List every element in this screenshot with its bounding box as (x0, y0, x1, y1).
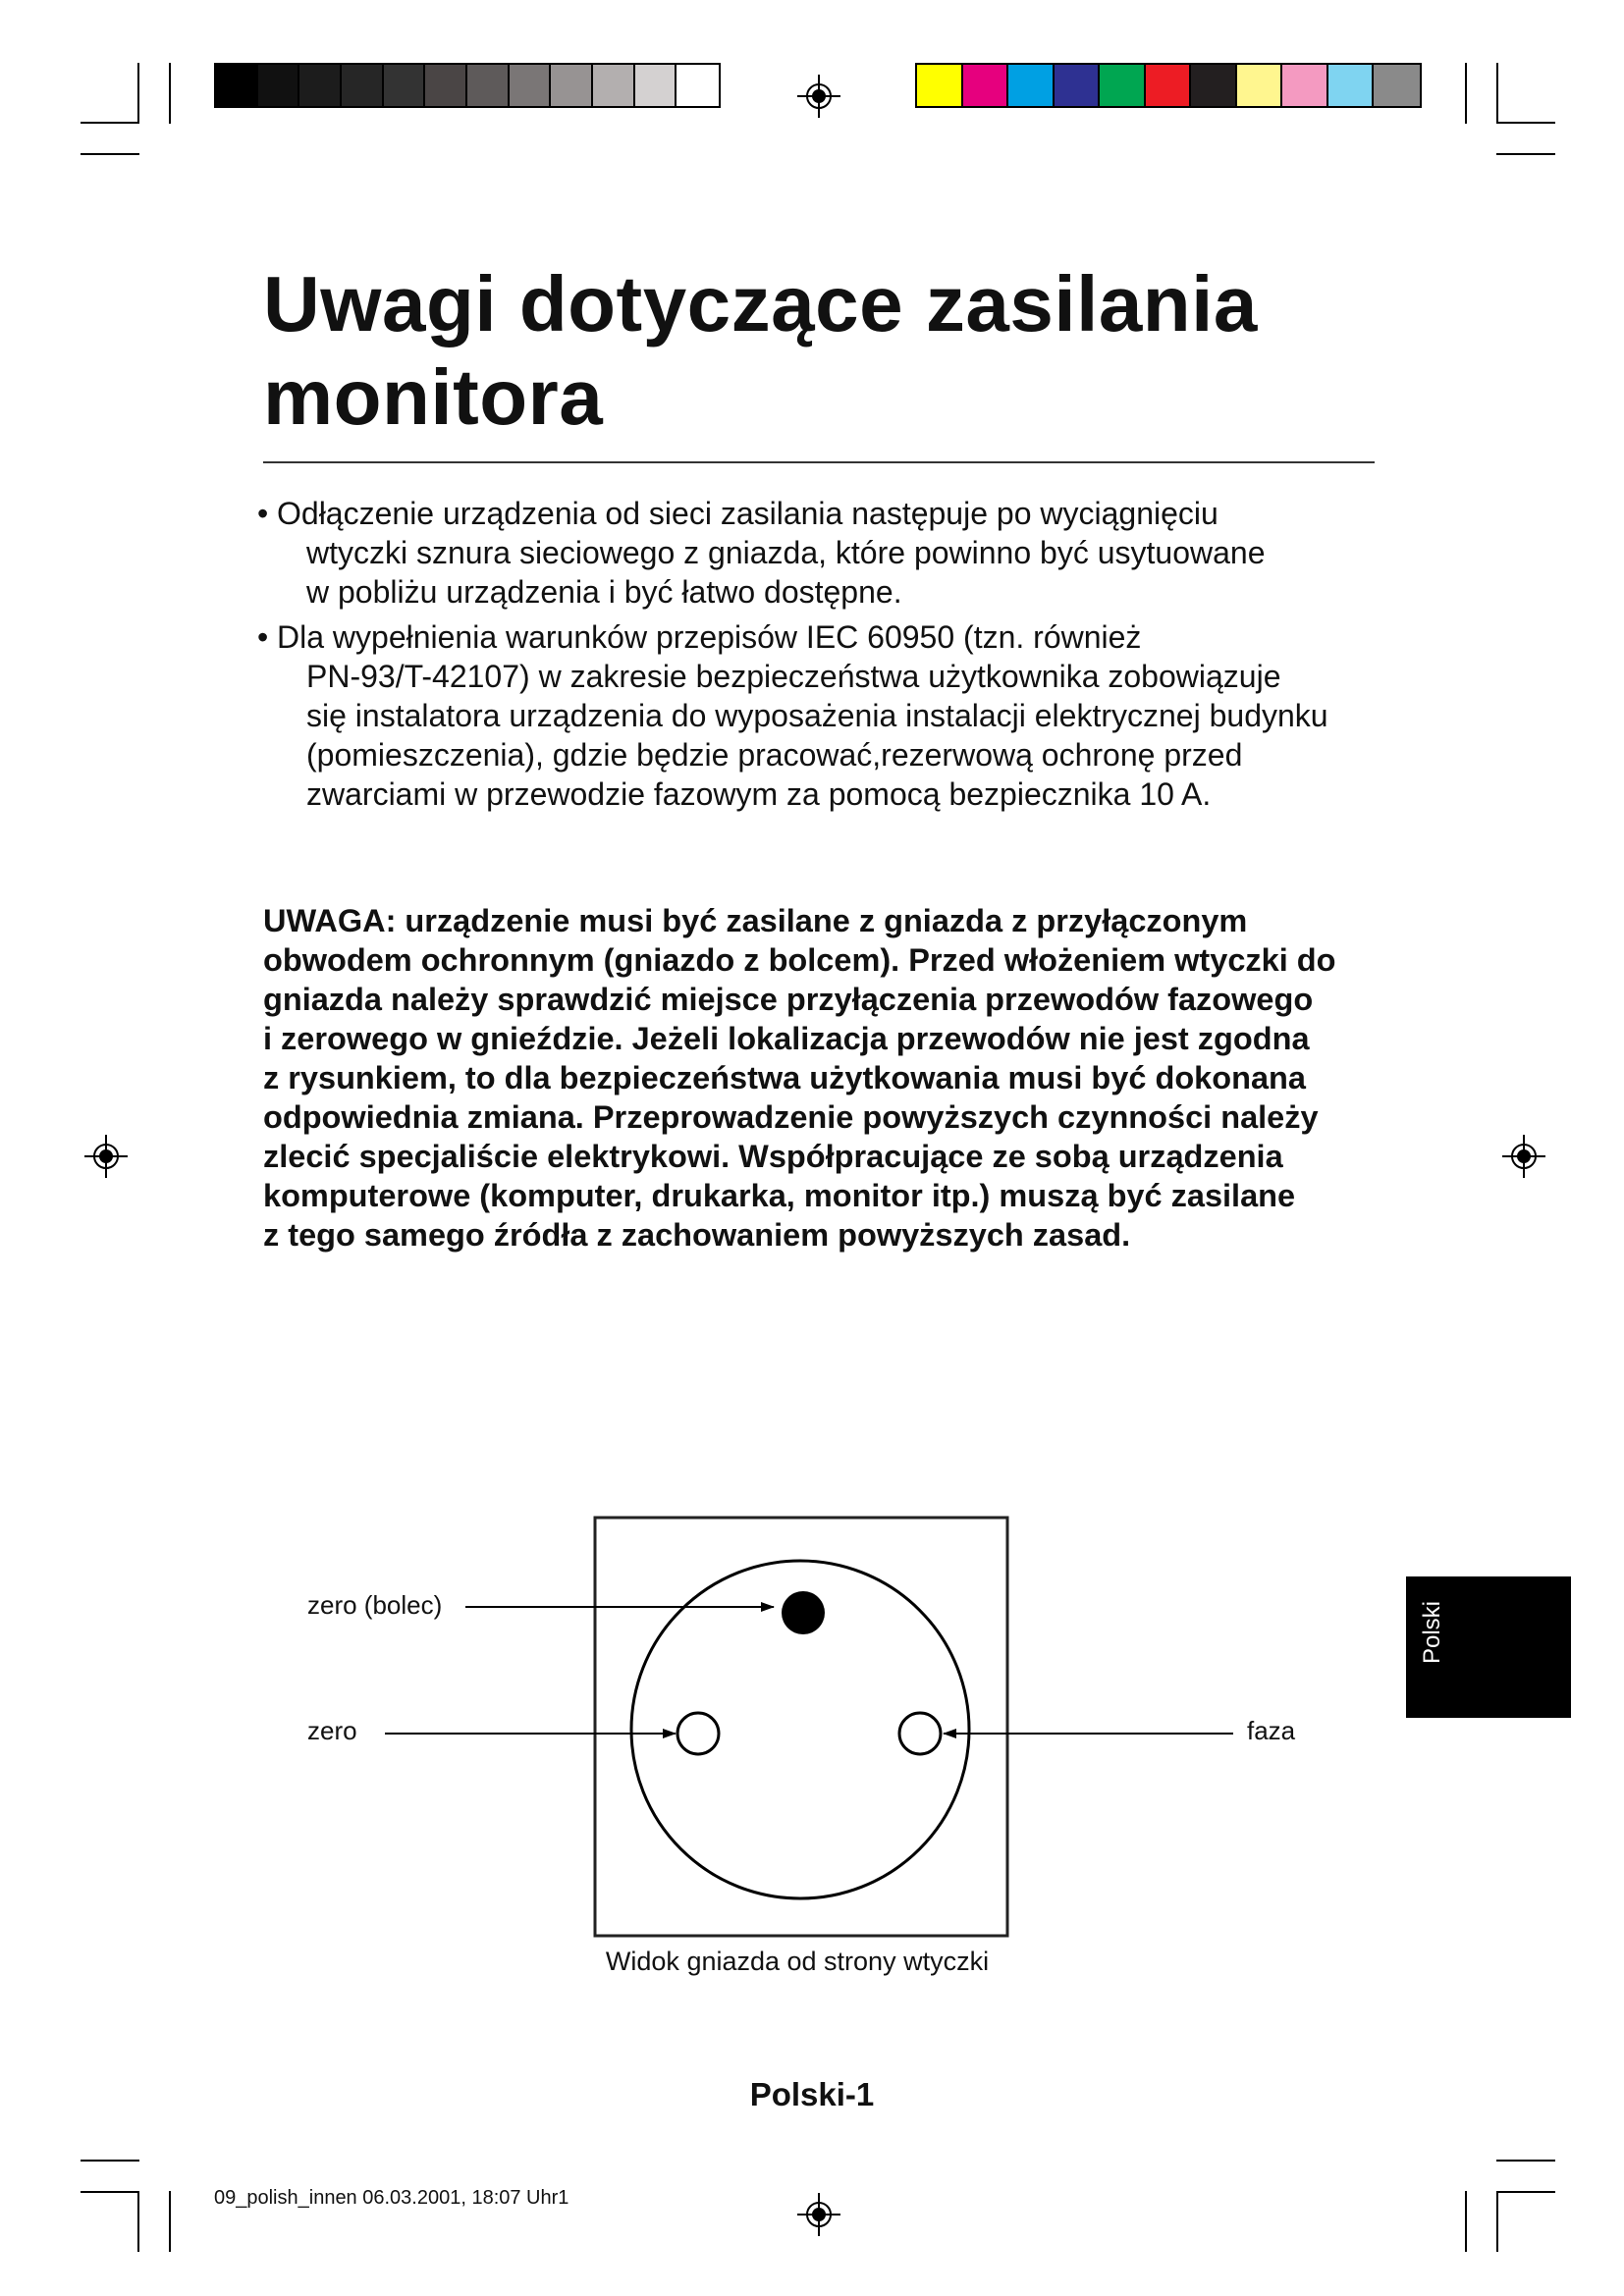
warning-line: odpowiednia zmiana. Przeprowadzenie powyższych czynności należy (263, 1099, 1319, 1135)
label-faza: faza (1247, 1716, 1296, 1745)
warning-line: i zerowego w gnieździe. Jeżeli lokalizacja przewodów nie jest zgodna (263, 1021, 1310, 1056)
page-title-line: monitora (263, 353, 604, 441)
diagram-caption-text: Widok gniazda od strony wtyczki (605, 1947, 990, 1976)
bullet-line: Dla wypełnienia warunków przepisów IEC 60950 (tzn. również (277, 619, 1142, 655)
socket-frame (595, 1518, 1007, 1936)
bullet-line: wtyczki sznura sieciowego z gniazda, które powinno być usytuowane (306, 535, 1266, 570)
warning-line: UWAGA: urządzenie musi być zasilane z gniazda z przyłączonym (263, 903, 1248, 938)
bullet-line: Odłączenie urządzenia od sieci zasilania następuje po wyciągnięciu (277, 496, 1218, 531)
label-zero-bolec: zero (bolec) (307, 1590, 443, 1620)
bullet-marker: • (257, 496, 269, 531)
warning-line: zlecić specjaliście elektrykowi. Współpracujące ze sobą urządzenia (263, 1139, 1283, 1174)
warning-line: obwodem ochronnym (gniazdo z bolcem). Przed włożeniem wtyczki do (263, 942, 1336, 978)
bullet-line: (pomieszczenia), gdzie będzie pracować,rezerwową ochronę przed (306, 737, 1243, 773)
warning-line: z rysunkiem, to dla bezpieczeństwa użytkowania musi być dokonana (263, 1060, 1306, 1095)
diagram-caption (0, 1947, 1624, 1977)
page-number: Polski-1 (749, 2076, 875, 2112)
bullet-line: zwarciami w przewodzie fazowym za pomocą bezpiecznika 10 A. (306, 776, 1212, 812)
page-title-line: Uwagi dotyczące zasilania (263, 260, 1258, 347)
bullet-line: PN-93/T-42107) w zakresie bezpieczeństwa użytkownika zobowiązuje (306, 659, 1281, 694)
warning-line: komputerowe (komputer, drukarka, monitor itp.) muszą być zasilane (263, 1178, 1296, 1213)
warning-line: gniazda należy sprawdzić miejsce przyłączenia przewodów fazowego (263, 982, 1314, 1017)
bullet-marker: • (257, 619, 269, 655)
bullet-line: się instalatora urządzenia do wyposażenia instalacji elektrycznej budynku (306, 698, 1328, 733)
neutral-hole-icon (677, 1713, 719, 1754)
label-zero: zero (307, 1716, 357, 1745)
bullet-line: w pobliżu urządzenia i być łatwo dostępne. (306, 574, 902, 610)
phase-hole-icon (899, 1713, 941, 1754)
warning-line: z tego samego źródła z zachowaniem powyższych zasad. (263, 1217, 1131, 1253)
language-tab-label: Polski (1419, 1600, 1445, 1664)
earth-pin-icon (782, 1591, 825, 1634)
footer-file-info: 09_polish_innen 06.03.2001, 18:07 Uhr1 (214, 2187, 569, 2209)
